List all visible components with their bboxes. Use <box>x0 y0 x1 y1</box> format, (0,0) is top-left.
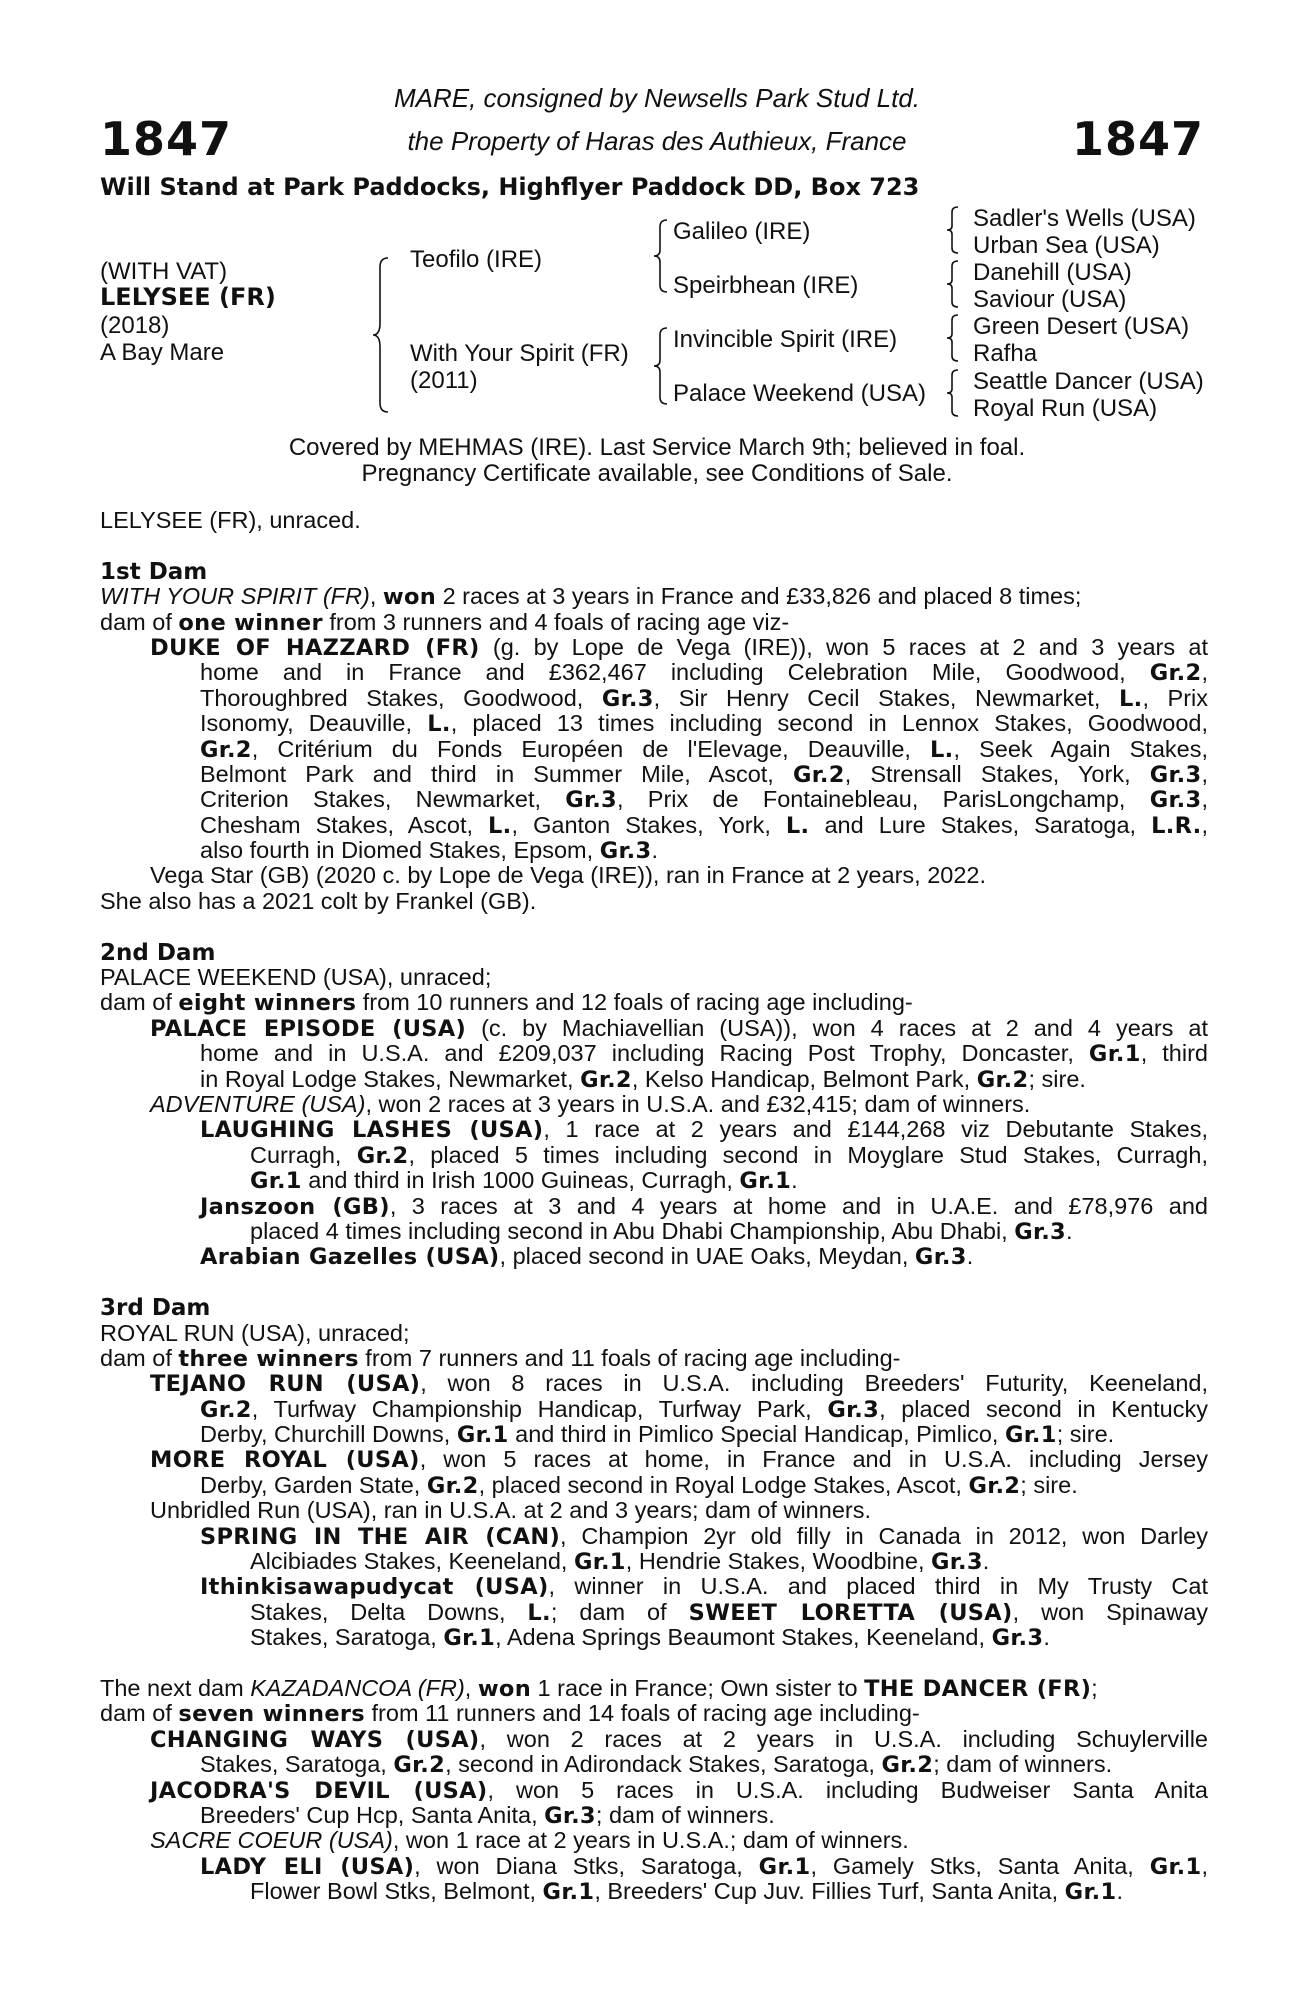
text-segment: Breeders' Cup Hcp, Santa Anita, <box>200 1801 545 1828</box>
text-line <box>100 1803 1208 1828</box>
text-segment: , Champion 2yr old filly in Canada in 2012, won Darley <box>560 1523 1208 1549</box>
text-line <box>100 1879 1208 1904</box>
text-line <box>100 1600 1208 1625</box>
text-segment: , Turfway Championship Handicap, Turfway Park, <box>251 1396 828 1422</box>
text-segment: Flower Bowl Stks, Belmont, <box>250 1878 543 1905</box>
bold-text: Gr.1 <box>1088 1041 1141 1067</box>
text-segment: . <box>791 1167 798 1194</box>
text-segment: , <box>1201 787 1208 813</box>
text-segment: dam of <box>100 1700 179 1727</box>
text-segment: (c. by Machiavellian (USA)), won 4 races at 2 and 4 years at <box>466 1015 1208 1041</box>
text-segment: , won 2 races at 3 years in U.S.A. and £32,415; dam of winners. <box>365 1090 1031 1117</box>
text-segment: Stakes, Saratoga, <box>200 1751 394 1778</box>
text-segment: home and in France and £362,467 including Celebration Mile, Goodwood, <box>200 660 1150 686</box>
bold-text: Gr.3 <box>544 1802 596 1829</box>
bold-text: Gr.2 <box>976 1066 1029 1093</box>
text-line <box>100 737 1208 762</box>
sire: Teofilo (IRE) <box>410 246 543 273</box>
text-line <box>100 1727 1208 1752</box>
bold-text: three winners <box>178 1345 359 1372</box>
bold-text: Gr.2 <box>881 1752 934 1779</box>
bold-text: L. <box>527 1599 551 1626</box>
bold-text: JACODRA'S DEVIL (USA) <box>150 1777 488 1803</box>
text-segment: , Breeders' Cup Juv. Fillies Turf, Santa Anita, <box>594 1878 1065 1905</box>
bold-text: L. <box>1118 685 1143 712</box>
text-segment: ROYAL RUN (USA), unraced; <box>100 1319 410 1346</box>
text-line <box>100 1067 1208 1092</box>
text-line <box>100 1422 1208 1447</box>
stand-location: Will Stand at Park Paddocks, Highflyer Paddock DD, Box 723 <box>100 173 920 201</box>
text-segment: , winner in U.S.A. and placed third in My Trusty Cat <box>548 1574 1208 1600</box>
text-line <box>100 1676 1208 1701</box>
bold-text: Gr.1 <box>758 1853 811 1880</box>
text-line <box>100 1219 1208 1244</box>
bold-text: Gr.3 <box>931 1549 983 1576</box>
text-segment: , won 5 races in U.S.A. including Budweiser Santa Anita <box>487 1777 1208 1803</box>
text-line <box>100 1168 1208 1193</box>
bold-text: Gr.3 <box>565 787 618 813</box>
text-segment: , placed second in Kentucky <box>879 1396 1208 1422</box>
text-segment: , won 5 races at home, in France and in U.S.A. including Jersey <box>419 1447 1208 1473</box>
text-line <box>100 889 1208 914</box>
text-segment: , Prix de Fontainebleau, ParisLongchamp, <box>617 787 1150 813</box>
bold-text: L. <box>427 711 451 737</box>
text-line <box>100 990 1208 1015</box>
bold-text: Gr.1 <box>456 1422 509 1449</box>
bold-text: L.R. <box>1151 812 1202 839</box>
text-line <box>100 1295 1208 1320</box>
bold-text: Gr.1 <box>739 1168 792 1195</box>
bold-text: PALACE EPISODE (USA) <box>150 1015 467 1042</box>
text-line <box>100 1828 1208 1853</box>
ggp-7: Seattle Dancer (USA) <box>973 368 1204 395</box>
sire-dam: Speirbhean (IRE) <box>673 272 859 299</box>
text-segment: placed 4 times including second in Abu Dhabi Championship, Abu Dhabi, <box>250 1217 1015 1244</box>
text-segment: Stakes, Delta Downs, <box>250 1599 528 1625</box>
text-segment: . <box>651 837 658 864</box>
text-segment: , <box>1201 1853 1208 1879</box>
sire-sire: Galileo (IRE) <box>673 218 811 245</box>
bold-text: THE DANCER (FR) <box>864 1675 1092 1702</box>
text-line <box>100 1117 1208 1142</box>
consignor-line: MARE, consigned by Newsells Park Stud Ltd. <box>393 83 921 113</box>
text-line <box>100 1524 1208 1549</box>
text-line <box>100 1016 1208 1041</box>
ggp-2: Urban Sea (USA) <box>973 232 1160 259</box>
bold-text: Gr.3 <box>914 1244 967 1271</box>
italic-text: KAZADANCOA (FR) <box>250 1674 465 1701</box>
text-line <box>100 863 1208 888</box>
text-segment: in Royal Lodge Stakes, Newmarket, <box>200 1065 581 1092</box>
text-segment: Unbridled Run (USA), ran in U.S.A. at 2 and 3 years; dam of winners. <box>150 1497 871 1524</box>
dam: With Your Spirit (FR) <box>410 340 629 367</box>
property-line: the Property of Haras des Authieux, France <box>407 126 907 156</box>
text-line <box>100 508 1208 533</box>
text-segment: dam of <box>100 1344 179 1371</box>
brace-sire-dam <box>370 255 392 415</box>
text-line <box>100 711 1208 736</box>
text-line <box>100 635 1208 660</box>
lot-number-right: 1847 <box>1071 112 1204 166</box>
bold-text: DUKE OF HAZZARD (FR) <box>150 634 480 661</box>
text-line <box>100 1854 1208 1879</box>
text-line <box>100 1244 1208 1269</box>
text-segment: , Kelso Handicap, Belmont Park, <box>631 1065 977 1092</box>
text-segment: . <box>1066 1217 1073 1244</box>
text-line <box>100 1778 1208 1803</box>
bold-text: won <box>382 584 437 611</box>
bold-text: Gr.2 <box>1149 660 1202 686</box>
italic-text: WITH YOUR SPIRIT (FR) <box>100 583 370 610</box>
text-line <box>100 559 1208 584</box>
bold-text: eight winners <box>178 990 357 1017</box>
text-segment: also fourth in Diomed Stakes, Epsom, <box>200 837 600 864</box>
bold-text: Gr.1 <box>1149 1853 1202 1880</box>
text-segment: ; sire. <box>1020 1471 1078 1498</box>
text-segment: The next dam <box>100 1674 251 1701</box>
ggp-8: Royal Run (USA) <box>973 395 1158 422</box>
ggp-5: Green Desert (USA) <box>973 313 1190 340</box>
text-line <box>100 1549 1208 1574</box>
text-segment: Vega Star (GB) (2020 c. by Lope de Vega (IRE)), ran in France at 2 years, 2022. <box>150 862 987 889</box>
bold-text: MORE ROYAL (USA) <box>150 1447 420 1473</box>
bold-text: Gr.2 <box>393 1752 446 1779</box>
text-line <box>100 610 1208 635</box>
text-segment: She also has a 2021 colt by Frankel (GB). <box>100 887 537 914</box>
vat-note: (WITH VAT) <box>100 258 228 285</box>
text-segment: , second in Adirondack Stakes, Saratoga, <box>445 1751 882 1778</box>
text-line <box>100 1498 1208 1523</box>
bold-text: Gr.1 <box>250 1168 302 1195</box>
text-line <box>100 1194 1208 1219</box>
text-segment: , placed second in Royal Lodge Stakes, Ascot, <box>478 1471 969 1498</box>
horse-name: LELYSEE (FR) <box>100 283 276 311</box>
text-segment: , placed 5 times including second in Moyglare Stud Stakes, Curragh, <box>408 1142 1208 1168</box>
text-segment: and Lure Stakes, Saratoga, <box>809 812 1152 838</box>
bold-text: Gr.2 <box>200 1396 252 1423</box>
bold-text: Gr.1 <box>542 1879 595 1906</box>
lot-number-left: 1847 <box>100 112 233 166</box>
text-segment: Criterion Stakes, Newmarket, <box>200 787 566 813</box>
bold-text: Gr.2 <box>200 736 252 762</box>
text-line <box>100 1625 1208 1650</box>
text-segment: Derby, Churchill Downs, <box>200 1421 457 1448</box>
section-heading: 3rd Dam <box>100 1295 211 1322</box>
text-segment: , Prix <box>1142 685 1208 711</box>
text-segment: . <box>982 1548 990 1575</box>
bold-text: LAUGHING LASHES (USA) <box>200 1117 544 1143</box>
text-segment: Derby, Garden State, <box>200 1471 427 1498</box>
bold-text: Gr.2 <box>426 1472 479 1499</box>
dam-dam: Palace Weekend (USA) <box>673 380 927 407</box>
dam-sire: Invincible Spirit (IRE) <box>673 326 898 353</box>
text-segment: Curragh, <box>250 1142 357 1168</box>
text-segment: and third in Pimlico Special Handicap, Pimlico, <box>508 1421 1005 1448</box>
text-segment: Thoroughbred Stakes, Goodwood, <box>200 685 602 711</box>
text-line <box>100 940 1208 965</box>
text-segment: 1 race in France; Own sister to <box>531 1674 865 1701</box>
bold-text: Gr.1 <box>574 1549 626 1576</box>
text-segment: , Adena Springs Beaumont Stakes, Keeneland, <box>495 1624 992 1651</box>
text-line <box>100 1574 1208 1599</box>
text-segment: , 1 race at 2 years and £144,268 viz Debutante Stakes, <box>543 1117 1208 1143</box>
text-segment: from 10 runners and 12 foals of racing age including- <box>356 989 913 1016</box>
bold-text: Ithinkisawapudycat (USA) <box>200 1574 549 1600</box>
bold-text: LADY ELI (USA) <box>200 1853 415 1880</box>
bold-text: L. <box>930 736 954 762</box>
text-segment: , third <box>1140 1041 1208 1067</box>
bold-text: TEJANO RUN (USA) <box>150 1371 421 1397</box>
text-segment: ; dam of winners. <box>933 1751 1113 1778</box>
text-line <box>100 965 1208 990</box>
bold-text: SWEET LORETTA (USA) <box>688 1599 1013 1626</box>
text-line <box>100 1397 1208 1422</box>
text-line <box>100 1447 1208 1472</box>
text-segment: ; dam of winners. <box>595 1801 775 1828</box>
text-segment: , won 2 races at 2 years in U.S.A. including Schuylerville <box>479 1726 1208 1752</box>
ggp-6: Rafha <box>973 340 1038 367</box>
text-segment: , Ganton Stakes, York, <box>511 812 786 838</box>
text-line <box>100 660 1208 685</box>
bold-text: Gr.1 <box>1004 1422 1057 1449</box>
text-line <box>100 1752 1208 1777</box>
text-line <box>100 686 1208 711</box>
text-line <box>100 762 1208 787</box>
text-segment: ; sire. <box>1028 1065 1086 1092</box>
text-segment: , Strensall Stakes, York, <box>844 761 1150 787</box>
text-segment: Belmont Park and third in Summer Mile, Ascot, <box>200 761 793 787</box>
text-segment: (g. by Lope de Vega (IRE)), won 5 races at 2 and 3 years at <box>479 634 1208 660</box>
text-segment: , Seek Again Stakes, <box>953 736 1208 762</box>
text-line <box>100 1701 1208 1726</box>
text-segment: from 11 runners and 14 foals of racing age including- <box>365 1700 920 1727</box>
ggp-4: Saviour (USA) <box>973 286 1127 313</box>
bold-text: Gr.3 <box>1149 761 1202 788</box>
brace-ggp-2 <box>946 259 960 309</box>
italic-text: ADVENTURE (USA) <box>150 1090 366 1117</box>
italic-text: SACRE COEUR (USA) <box>150 1827 393 1854</box>
text-line <box>100 1473 1208 1498</box>
bold-text: Gr.3 <box>599 838 652 865</box>
pregnancy-line: Pregnancy Certificate available, see Conditions of Sale. <box>361 460 953 487</box>
horse-description: A Bay Mare <box>100 339 225 366</box>
text-segment: . <box>966 1243 974 1270</box>
spacer <box>100 1651 1208 1676</box>
text-segment: , <box>1201 812 1208 838</box>
text-line <box>100 838 1208 863</box>
bold-text: Gr.2 <box>580 1066 632 1093</box>
section-heading: 2nd Dam <box>100 939 216 966</box>
text-segment: ; sire. <box>1056 1421 1115 1448</box>
text-segment: , won 8 races in U.S.A. including Breeders' Futurity, Keeneland, <box>420 1371 1208 1397</box>
text-segment: , Sir Henry Cecil Stakes, Newmarket, <box>653 685 1119 711</box>
bold-text: CHANGING WAYS (USA) <box>150 1726 480 1753</box>
brace-ggp-1 <box>946 205 960 255</box>
text-segment: , won 1 race at 2 years in U.S.A.; dam of winners. <box>392 1827 909 1854</box>
text-line <box>100 1143 1208 1168</box>
spacer <box>100 914 1208 939</box>
text-segment: from 3 runners and 4 foals of racing age viz- <box>322 608 790 635</box>
text-line <box>100 584 1208 609</box>
ggp-1: Sadler's Wells (USA) <box>973 205 1196 232</box>
brace-ggp-4 <box>946 368 960 418</box>
bold-text: Gr.3 <box>827 1396 880 1423</box>
text-segment: PALACE WEEKEND (USA), unraced; <box>100 964 492 991</box>
text-segment: Isonomy, Deauville, <box>200 711 428 737</box>
bold-text: one winner <box>178 609 323 636</box>
bold-text: won <box>477 1675 532 1702</box>
bold-text: Gr.2 <box>356 1142 409 1169</box>
bold-text: SPRING IN THE AIR (CAN) <box>200 1523 561 1550</box>
text-segment: , <box>464 1674 478 1701</box>
text-segment: . <box>1116 1878 1123 1905</box>
text-line <box>100 1371 1208 1396</box>
horse-year: (2018) <box>100 312 170 339</box>
covered-line: Covered by MEHMAS (IRE). Last Service March 9th; believed in foal. <box>288 434 1026 461</box>
text-segment: home and in U.S.A. and £209,037 including Racing Post Trophy, Doncaster, <box>200 1041 1089 1067</box>
bold-text: Gr.3 <box>1014 1218 1066 1245</box>
text-segment: and third in Irish 1000 Guineas, Curragh, <box>301 1167 740 1194</box>
spacer <box>100 1270 1208 1295</box>
bold-text: Gr.1 <box>1064 1879 1117 1906</box>
bold-text: Gr.3 <box>991 1625 1044 1652</box>
text-segment: dam of <box>100 608 179 635</box>
bold-text: Gr.2 <box>968 1472 1021 1499</box>
text-segment: Alcibiades Stakes, Keeneland, <box>250 1548 574 1575</box>
text-segment: ; dam of <box>550 1599 689 1625</box>
bold-text: Arabian Gazelles (USA) <box>200 1244 500 1271</box>
text-segment: Chesham Stakes, Ascot, <box>200 812 489 838</box>
text-segment: . <box>1043 1624 1050 1651</box>
text-segment: LELYSEE (FR), unraced. <box>100 507 361 533</box>
text-line <box>100 1321 1208 1346</box>
text-segment: , 3 races at 3 and 4 years at home and in U.A.E. and £78,976 and <box>389 1193 1208 1219</box>
text-line <box>100 1092 1208 1117</box>
text-segment: , won Spinaway <box>1012 1599 1208 1625</box>
text-segment: , <box>369 583 383 610</box>
bold-text: Janszoon (GB) <box>200 1193 390 1219</box>
text-segment: , won Diana Stks, Saratoga, <box>414 1853 759 1879</box>
text-segment: , placed second in UAE Oaks, Meydan, <box>499 1243 915 1270</box>
text-segment: , Critérium du Fonds Européen de l'Elevage, Deauville, <box>251 736 931 762</box>
text-segment: Stakes, Saratoga, <box>250 1624 444 1651</box>
text-line <box>100 787 1208 812</box>
spacer <box>100 533 1208 558</box>
bold-text: L. <box>785 812 810 839</box>
text-segment: , Hendrie Stakes, Woodbine, <box>625 1548 932 1575</box>
text-segment: dam of <box>100 989 179 1016</box>
text-segment: 2 races at 3 years in France and £33,826 and placed 8 times; <box>436 583 1082 610</box>
text-line <box>100 1041 1208 1066</box>
text-segment: ; <box>1091 1674 1098 1701</box>
text-line <box>100 813 1208 838</box>
bold-text: Gr.1 <box>443 1625 496 1652</box>
bold-text: seven winners <box>178 1701 365 1728</box>
bold-text: Gr.2 <box>792 761 845 788</box>
text-segment: , <box>1201 660 1208 686</box>
text-segment: , <box>1201 761 1208 787</box>
brace-dam-parents <box>652 326 670 406</box>
ggp-3: Danehill (USA) <box>973 259 1132 286</box>
produce-record <box>100 508 1208 1904</box>
text-segment: from 7 runners and 11 foals of racing age including- <box>358 1344 901 1371</box>
text-segment: , Gamely Stks, Santa Anita, <box>810 1853 1150 1879</box>
text-line <box>100 1346 1208 1371</box>
brace-ggp-3 <box>946 313 960 363</box>
brace-sire-parents <box>652 218 670 294</box>
bold-text: Gr.3 <box>1149 787 1202 813</box>
bold-text: Gr.3 <box>601 685 654 712</box>
text-segment: , placed 13 times including second in Lennox Stakes, Goodwood, <box>450 711 1208 737</box>
section-heading: 1st Dam <box>100 558 208 585</box>
dam-year: (2011) <box>410 367 478 394</box>
bold-text: L. <box>488 812 512 839</box>
